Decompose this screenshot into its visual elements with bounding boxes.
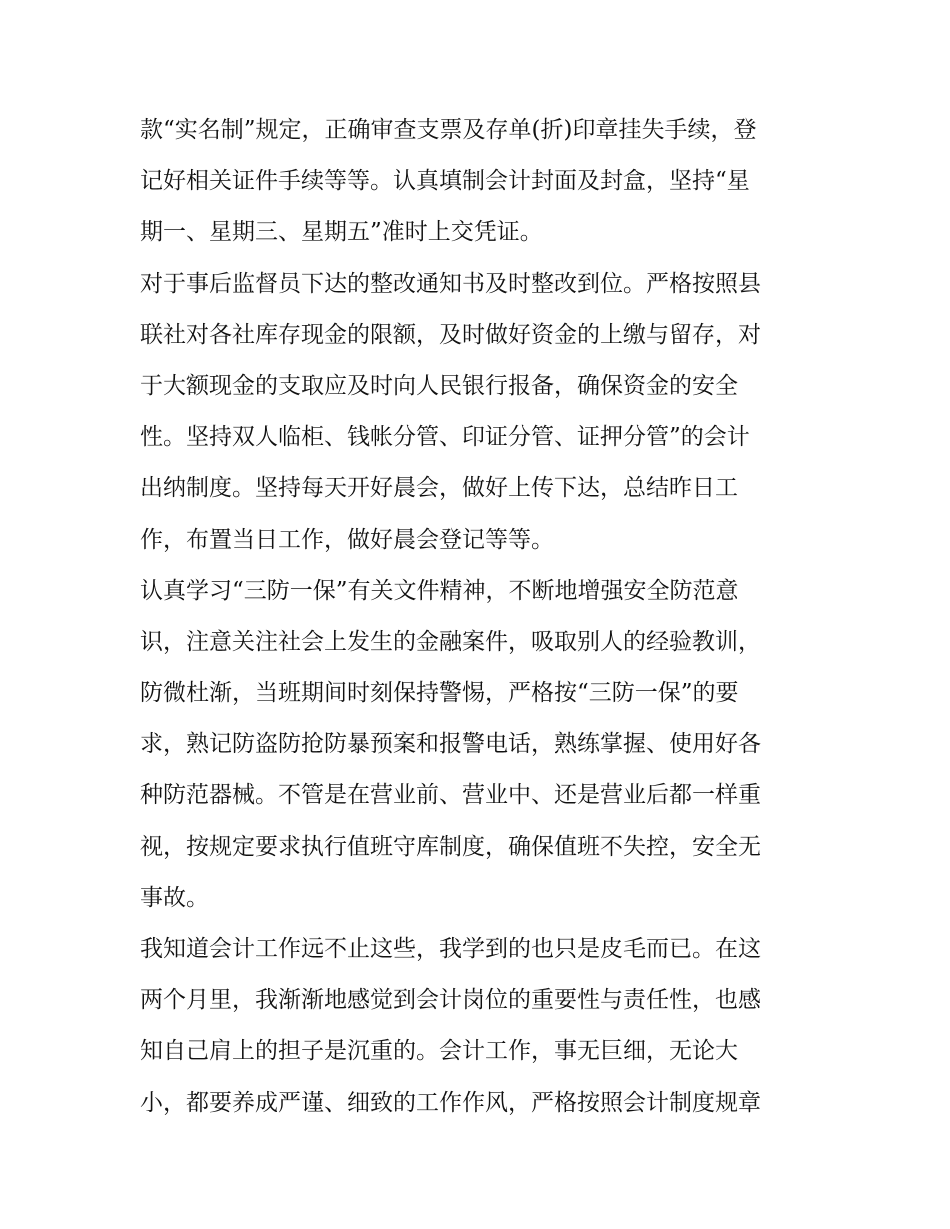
text-line: 知自己肩上的担子是沉重的。会计工作，事无巨细，无论大	[140, 1038, 738, 1065]
text-line: 作，布置当日工作，做好晨会登记等等。	[140, 526, 554, 553]
text-line: 求，熟记防盗防抢防暴预案和报警电话，熟练掌握、使用好各	[140, 731, 761, 758]
text-line: 性。坚持双人临柜、钱帐分管、印证分管、证押分管”的会计	[140, 424, 750, 451]
text-line: 识，注意关注社会上发生的金融案件，吸取别人的经验教训，	[140, 628, 761, 655]
body-text	[140, 107, 830, 1131]
text-line: 联社对各社库存现金的限额，及时做好资金的上缴与留存，对	[140, 321, 761, 348]
text-line: 于大额现金的支取应及时向人民银行报备，确保资金的安全	[140, 372, 738, 399]
text-line: 两个月里，我渐渐地感觉到会计岗位的重要性与责任性，也感	[140, 987, 761, 1014]
text-line: 记好相关证件手续等等。认真填制会计封面及封盒，坚持“星	[140, 168, 750, 195]
text-line: 防微杜渐，当班期间时刻保持警惕，严格按“三防一保”的要	[140, 680, 739, 707]
text-line: 出纳制度。坚持每天开好晨会，做好上传下达，总结昨日工	[140, 475, 738, 502]
text-line: 视，按规定要求执行值班守库制度，确保值班不失控，安全无	[140, 833, 761, 860]
text-line: 对于事后监督员下达的整改通知书及时整改到位。严格按照县	[140, 270, 761, 297]
text-line: 小，都要养成严谨、细致的工作作风，严格按照会计制度规章	[140, 1089, 761, 1116]
text-line: 我知道会计工作远不止这些，我学到的也只是皮毛而已。在这	[140, 936, 761, 962]
text-line: 事故。	[140, 884, 209, 911]
text-line: 种防范器械。不管是在营业前、营业中、还是营业后都一样重	[140, 782, 761, 809]
text-line: 期一、星期三、星期五”准时上交凭证。	[140, 219, 543, 246]
text-line: 款“实名制”规定，正确审查支票及存单(折)印章挂失手续，登	[140, 117, 757, 143]
text-line: 认真学习“三防一保”有关文件精神，不断地增强安全防范意	[140, 577, 739, 604]
